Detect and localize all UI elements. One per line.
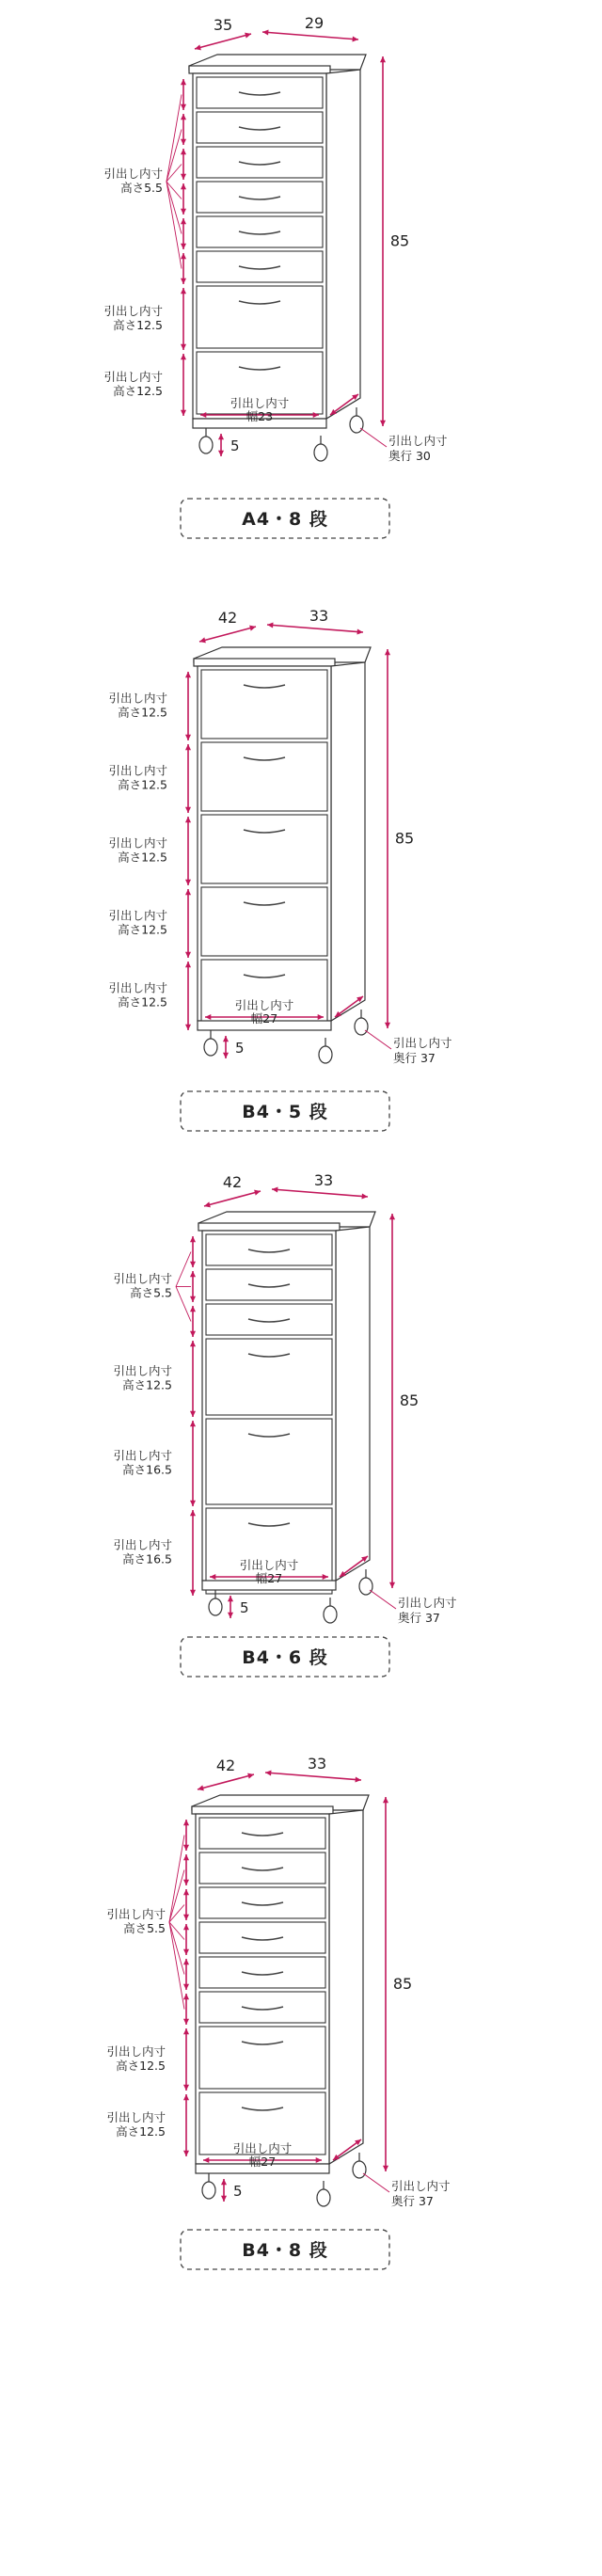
inner-depth-value: 奥行 30: [388, 449, 431, 463]
arrowhead: [185, 807, 191, 813]
depth-dimension-line: [195, 34, 251, 49]
arrowhead: [183, 1949, 189, 1955]
inner-depth-leader: [360, 428, 387, 447]
inner-width-label: 引出し内寸: [234, 998, 294, 1012]
arrowhead: [183, 1915, 189, 1920]
drawer-height-value: 高さ12.5: [113, 318, 163, 332]
arrowhead: [183, 2085, 189, 2091]
arrowhead: [183, 1845, 189, 1851]
arrowhead: [183, 1820, 189, 1825]
arrowhead: [181, 344, 186, 350]
caster-wheel: [317, 2189, 330, 2206]
arrowhead: [185, 735, 191, 740]
inner-depth-label: 引出し内寸: [388, 434, 448, 448]
arrowhead: [181, 79, 186, 85]
drawer: [201, 887, 327, 956]
drawer-inner-label: 引出し内寸: [113, 1537, 172, 1552]
caster-wheel: [204, 1039, 217, 1056]
leader-line: [176, 1287, 191, 1322]
drawer: [201, 670, 327, 739]
drawer: [199, 1992, 325, 2023]
height-value: 85: [392, 1975, 413, 1993]
drawer: [197, 216, 323, 247]
arrowhead: [383, 2166, 388, 2171]
arrowhead: [190, 1510, 196, 1516]
drawer: [197, 147, 323, 178]
arrowhead: [380, 421, 386, 426]
arrowhead: [181, 244, 186, 249]
inner-width-value: 幅23: [246, 409, 274, 423]
arrowhead: [355, 1776, 361, 1782]
cabinet-side: [336, 1227, 370, 1581]
arrowhead: [265, 1770, 272, 1775]
drawer-inner-label: 引出し内寸: [108, 835, 167, 851]
caption-text: B4・5 段: [242, 1102, 328, 1122]
caster-wheel: [355, 1018, 368, 1035]
arrowhead: [185, 817, 191, 822]
leader-line: [176, 1252, 191, 1287]
width-value: 29: [304, 14, 325, 32]
drawer-height-value: 高さ12.5: [118, 777, 167, 792]
caption-text: A4・8 段: [242, 509, 328, 530]
arrowhead: [190, 1236, 196, 1242]
arrowhead: [183, 1959, 189, 1964]
arrowhead: [181, 183, 186, 189]
arrowhead: [352, 36, 358, 41]
inner-depth-leader: [365, 1030, 391, 1049]
arrowhead: [262, 29, 269, 35]
cabinet-diagram-4: [106, 1755, 450, 2269]
arrowhead: [267, 622, 274, 628]
arrowhead: [181, 209, 186, 215]
drawer-height-value: 高さ12.5: [118, 922, 167, 937]
drawer-inner-label: 引出し内寸: [103, 304, 163, 318]
cabinet-top-edge: [192, 1806, 333, 1814]
drawer-inner-label: 引出し内寸: [113, 1448, 172, 1463]
cabinet-top-edge: [194, 659, 335, 666]
depth-value: 35: [213, 16, 233, 34]
arrowhead: [183, 1889, 189, 1895]
drawer: [199, 1852, 325, 1884]
drawer-inner-label: 引出し内寸: [106, 2110, 166, 2124]
drawer: [197, 251, 323, 282]
arrowhead: [181, 278, 186, 284]
depth-dimension-line: [198, 1774, 254, 1789]
arrowhead: [183, 1994, 189, 1999]
drawer: [199, 2027, 325, 2089]
drawer: [206, 1304, 332, 1335]
depth-value: 42: [217, 609, 238, 627]
arrowhead: [383, 1797, 388, 1803]
drawer-inner-label: 引出し内寸: [106, 1907, 166, 1921]
drawer: [197, 182, 323, 213]
width-dimension-line: [262, 32, 358, 40]
arrowhead: [228, 1596, 233, 1601]
width-value: 33: [309, 607, 329, 625]
cabinet-side: [326, 70, 360, 419]
drawer-inner-label: 引出し内寸: [108, 691, 167, 706]
drawer-height-value: 高さ12.5: [116, 2124, 166, 2139]
arrowhead: [185, 1025, 191, 1030]
arrowhead: [385, 649, 390, 655]
arrowhead: [181, 288, 186, 294]
arrowhead: [181, 114, 186, 119]
arrowhead: [223, 1053, 229, 1058]
drawer-height-value: 高さ12.5: [113, 384, 163, 398]
arrowhead: [223, 1036, 229, 1042]
arrowhead: [190, 1341, 196, 1346]
drawer-height-value: 高さ12.5: [116, 2059, 166, 2073]
arrowhead: [185, 962, 191, 967]
arrowhead: [183, 1880, 189, 1885]
arrowhead: [183, 1984, 189, 1990]
inner-depth-leader: [363, 2173, 389, 2192]
drawer: [199, 1957, 325, 1988]
arrowhead: [380, 56, 386, 62]
drawer-inner-label: 引出し内寸: [106, 2044, 166, 2059]
drawer: [199, 1922, 325, 1953]
arrowhead: [190, 1331, 196, 1337]
drawer-inner-label: 引出し内寸: [113, 1363, 172, 1378]
arrowhead: [190, 1590, 196, 1596]
height-value: 85: [399, 1391, 420, 1409]
arrowhead: [228, 1613, 233, 1618]
inner-width-label: 引出し内寸: [239, 1558, 299, 1572]
caster-wheel: [319, 1046, 332, 1063]
caption-text: B4・8 段: [242, 2240, 328, 2261]
arrowhead: [183, 2028, 189, 2034]
arrowhead: [185, 889, 191, 895]
width-dimension-line: [265, 1773, 361, 1780]
cabinet-top-edge: [198, 1223, 340, 1231]
arrowhead: [181, 174, 186, 180]
cabinet-diagram-1: [103, 14, 447, 538]
caption-text: B4・6 段: [242, 1647, 328, 1668]
cabinet-side: [331, 662, 365, 1021]
caster-wheel: [202, 2182, 215, 2199]
drawer: [199, 1818, 325, 1849]
drawer-height-value: 高さ12.5: [118, 850, 167, 865]
arrowhead: [181, 139, 186, 145]
inner-width-label: 引出し内寸: [232, 2141, 293, 2155]
depth-dimension-line: [199, 627, 256, 642]
cabinet-diagram-3: [113, 1171, 456, 1677]
arrowhead: [218, 451, 224, 456]
arrowhead: [218, 434, 224, 439]
arrowhead: [181, 218, 186, 224]
arrowhead: [183, 2094, 189, 2100]
arrowhead: [185, 672, 191, 677]
arrowhead: [190, 1296, 196, 1302]
arrowhead: [181, 253, 186, 259]
caster-height-value: 5: [240, 1599, 249, 1616]
drawer-inner-label: 引出し内寸: [113, 1271, 172, 1286]
inner-depth-value: 奥行 37: [393, 1051, 436, 1065]
width-dimension-line: [267, 625, 363, 632]
depth-dimension-line: [204, 1191, 261, 1206]
drawer-height-value: 高さ5.5: [123, 1921, 166, 1935]
arrowhead: [181, 149, 186, 154]
drawer: [199, 1887, 325, 1918]
arrowhead: [185, 880, 191, 885]
cabinet-side: [329, 1810, 363, 2164]
caster-height-value: 5: [230, 437, 240, 454]
inner-width-value: 幅27: [255, 1571, 283, 1585]
arrowhead: [361, 1193, 368, 1199]
arrowhead: [185, 744, 191, 750]
arrowhead: [389, 1214, 395, 1219]
width-value: 33: [313, 1171, 334, 1189]
depth-value: 42: [215, 1757, 236, 1774]
arrowhead: [183, 1854, 189, 1860]
arrowhead: [190, 1421, 196, 1426]
arrowhead: [190, 1262, 196, 1267]
cabinet-diagram-2: [108, 607, 452, 1131]
drawer: [201, 815, 327, 883]
caster-wheel: [350, 416, 363, 433]
caster-wheel: [324, 1606, 337, 1623]
drawer: [206, 1234, 332, 1265]
depth-value: 42: [222, 1173, 243, 1191]
arrowhead: [385, 1023, 390, 1028]
caster-wheel: [359, 1578, 372, 1595]
arrowhead: [356, 628, 363, 634]
drawer-height-value: 高さ12.5: [122, 1377, 172, 1392]
arrowhead: [221, 2179, 227, 2185]
inner-width-value: 幅27: [250, 1011, 278, 1026]
arrowhead: [185, 952, 191, 958]
drawer: [206, 1419, 332, 1504]
drawer: [201, 742, 327, 811]
drawer-inner-label: 引出し内寸: [103, 370, 163, 384]
arrowhead: [181, 410, 186, 416]
arrowhead: [183, 1924, 189, 1930]
caster-wheel: [209, 1598, 222, 1615]
drawer-height-value: 高さ16.5: [122, 1462, 172, 1477]
inner-depth-leader: [370, 1590, 396, 1609]
arrowhead: [221, 2196, 227, 2202]
drawer: [197, 286, 323, 348]
inner-depth-value: 奥行 37: [398, 1611, 440, 1625]
arrowhead: [190, 1501, 196, 1506]
inner-depth-label: 引出し内寸: [398, 1596, 457, 1610]
drawer: [197, 112, 323, 143]
inner-depth-value: 奥行 37: [391, 2194, 434, 2208]
inner-width-label: 引出し内寸: [230, 396, 290, 410]
arrowhead: [190, 1271, 196, 1277]
caster-height-value: 5: [235, 1040, 245, 1057]
caster-height-value: 5: [233, 2183, 243, 2200]
drawer-height-value: 高さ12.5: [118, 994, 167, 1010]
arrowhead: [190, 1306, 196, 1312]
width-value: 33: [307, 1755, 327, 1773]
arrowhead: [183, 2019, 189, 2025]
height-value: 85: [394, 829, 415, 848]
drawer-inner-label: 引出し内寸: [103, 167, 163, 181]
drawer: [197, 77, 323, 108]
drawer-height-value: 高さ16.5: [122, 1551, 172, 1566]
drawer: [206, 1269, 332, 1300]
drawer-height-value: 高さ12.5: [118, 705, 167, 720]
inner-depth-label: 引出し内寸: [391, 2179, 451, 2193]
width-dimension-line: [272, 1189, 368, 1197]
caster-wheel: [353, 2161, 366, 2178]
drawer: [206, 1339, 332, 1415]
drawer-inner-label: 引出し内寸: [108, 908, 167, 923]
cabinet-top-edge: [189, 66, 330, 73]
drawer-height-value: 高さ5.5: [120, 181, 163, 195]
height-value: 85: [389, 231, 410, 250]
arrowhead: [272, 1186, 278, 1192]
arrowhead: [190, 1411, 196, 1417]
inner-width-value: 幅27: [248, 2155, 277, 2169]
arrowhead: [181, 354, 186, 359]
drawer-height-value: 高さ5.5: [130, 1285, 172, 1300]
arrowhead: [183, 2151, 189, 2156]
drawer-inner-label: 引出し内寸: [108, 763, 167, 778]
caster-wheel: [314, 444, 327, 461]
drawer-inner-label: 引出し内寸: [108, 980, 167, 995]
arrowhead: [389, 1582, 395, 1588]
inner-depth-label: 引出し内寸: [393, 1036, 452, 1050]
arrowhead: [181, 104, 186, 110]
caster-wheel: [199, 437, 213, 453]
